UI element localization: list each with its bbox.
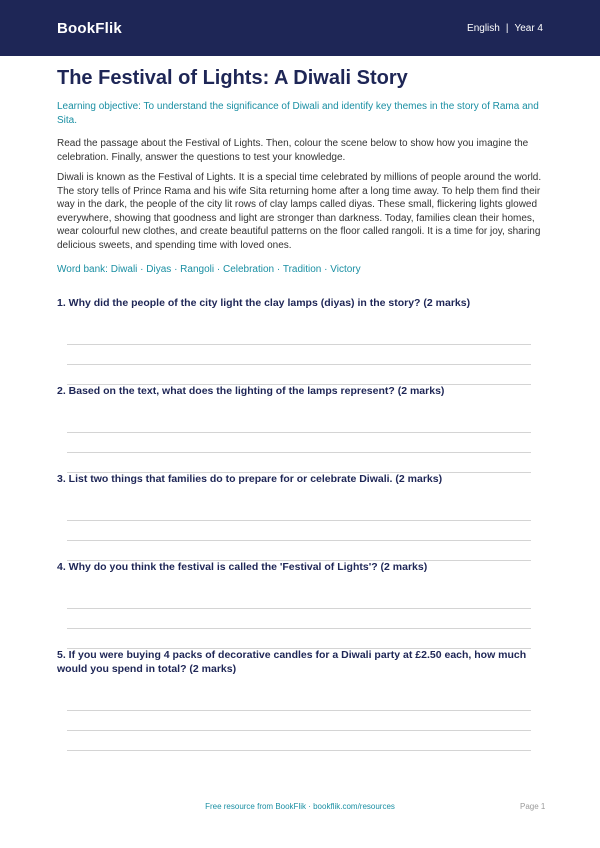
answer-line[interactable]: [67, 730, 531, 731]
year-label: Year 4: [514, 22, 543, 34]
meta-divider: |: [505, 22, 509, 34]
reading-passage: Diwali is known as the Festival of Lights. It is a special time celebrated by millions of people around the world. The story tells of Prince Rama and his wife Sita returning home after a long time away. To help them find their way in the dark, the people of the city lit rows of clay lamps called diyas. These small, flickering lights glowed everywhere, showing that goodness and light are stronger than darkness. Today, families clean their homes, wear colourful new clothes, and create beautiful patterns on the floor called rangoli. It is a time for joy, sharing delicious sweets, and spending time with loved ones.: [57, 172, 542, 251]
question-5: 5. If you were buying 4 packs of decorative candles for a Diwali party at £2.50 each, how much would you spend in total? (2 marks): [57, 649, 527, 675]
instructions: Read the passage about the Festival of Lights. Then, colour the scene below to show how you imagine the celebration. Finally, answer the questions to test your knowledge.: [57, 138, 529, 163]
learning-objective: Learning objective: To understand the significance of Diwali and identify key themes in the story of Rama and Sita.: [57, 101, 539, 126]
question-4: 4. Why do you think the festival is called the 'Festival of Lights'? (2 marks): [57, 561, 428, 573]
answer-line[interactable]: [67, 452, 531, 453]
brand-logo[interactable]: BookFlik: [57, 19, 122, 37]
question-3: 3. List two things that families do to prepare for or celebrate Diwali. (2 marks): [57, 473, 443, 485]
footer-credit[interactable]: Free resource from BookFlik · bookflik.com/resources: [205, 802, 395, 811]
answer-line[interactable]: [67, 608, 531, 609]
page-number: Page 1: [520, 802, 546, 811]
answer-line[interactable]: [67, 520, 531, 521]
header-bar: [0, 0, 600, 56]
answer-line[interactable]: [67, 364, 531, 365]
answer-line[interactable]: [67, 710, 531, 711]
header-meta: [467, 23, 543, 34]
answer-line[interactable]: [67, 750, 531, 751]
answer-line[interactable]: [67, 344, 531, 345]
page-title: The Festival of Lights: A Diwali Story: [57, 67, 408, 89]
answer-line[interactable]: [67, 628, 531, 629]
question-1: 1. Why did the people of the city light the clay lamps (diyas) in the story? (2 marks): [57, 297, 471, 309]
word-bank: Word bank: Diwali · Diyas · Rangoli · Celebration · Tradition · Victory: [57, 264, 361, 275]
answer-line[interactable]: [67, 540, 531, 541]
answer-line[interactable]: [67, 432, 531, 433]
question-2: 2. Based on the text, what does the lighting of the lamps represent? (2 marks): [57, 385, 445, 397]
subject-label: English: [467, 22, 500, 34]
